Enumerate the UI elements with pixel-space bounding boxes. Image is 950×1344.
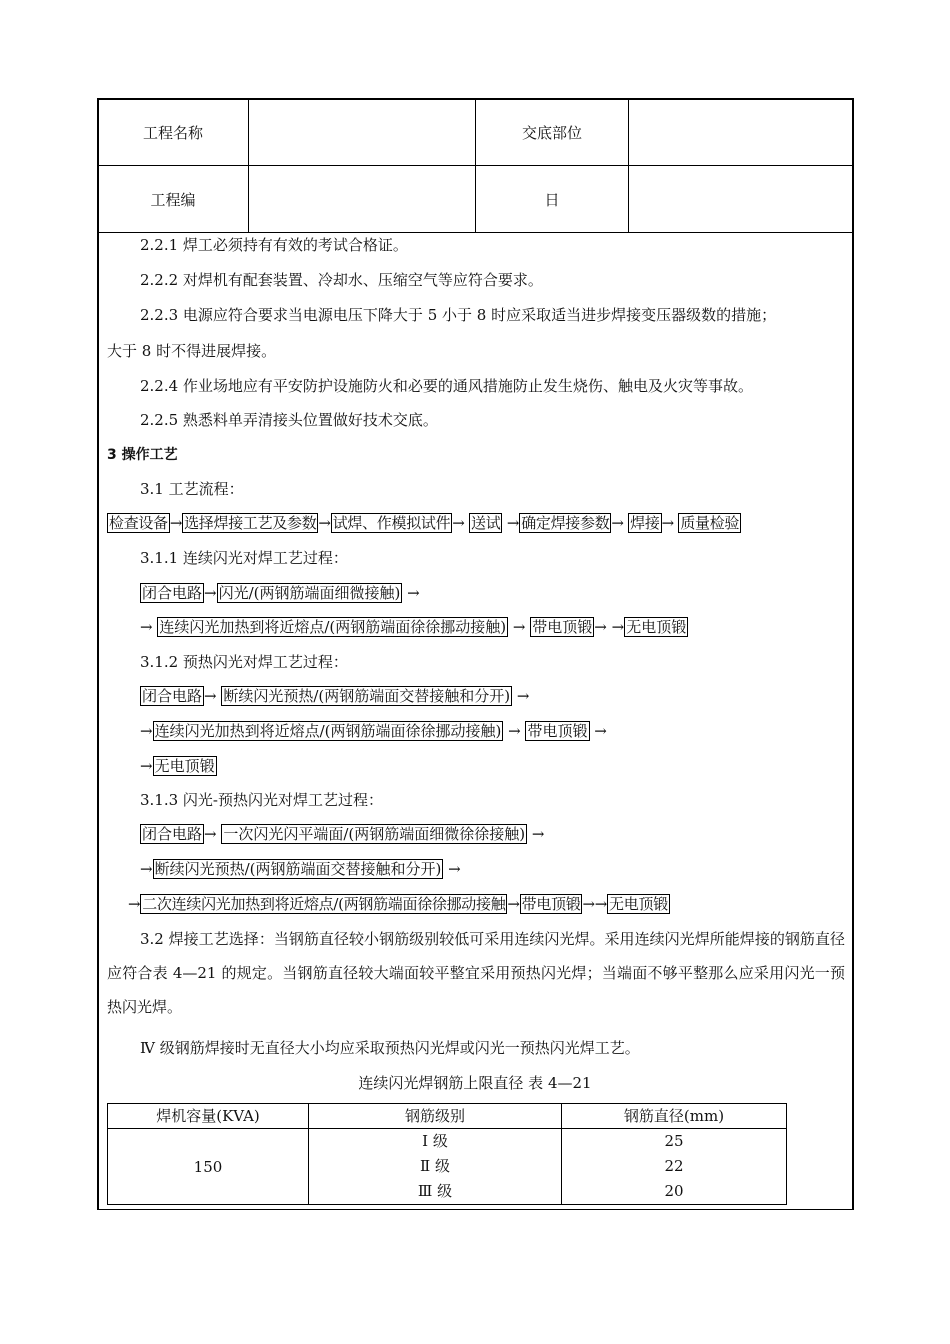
flow-3-1-3-row1 [140,824,545,844]
date-value[interactable] [629,166,854,233]
subsection-3-1: 3.1 工艺流程： [140,480,244,498]
arrow: → [582,895,595,913]
diameter-cell: 25 [562,1129,787,1155]
arrow: → [204,825,217,843]
para-2-2-1: 2.2.1 焊工必须持有有效的考试合格证。 [140,236,408,254]
section-3-title: 3 操作工艺 [107,447,178,463]
project-no-value[interactable] [249,166,476,233]
grade-cell: Ⅱ 级 [309,1154,562,1179]
position-label: 交底部位 [476,99,629,166]
step-continuous-heat: 连续闪光加热到将近熔点/(两钢筋端面徐徐挪动接触) [154,722,502,740]
arrow: → [611,618,625,636]
flow-step-7: 质量检验 [680,514,740,532]
diameter-cell: 22 [562,1154,787,1179]
project-no-label: 工程编 [98,166,249,233]
arrow: → [452,514,465,532]
flow-3-1-2-row2 [140,721,607,741]
step-dead-upset: 无电顶锻 [154,757,215,775]
step-close-circuit: 闭合电路 [142,687,203,705]
para-2-2-3-cont: 大于 8 时不得进展焊接。 [107,342,277,360]
arrow: → [508,722,521,740]
arrow: → [594,722,607,740]
step-dead-upset: 无电顶锻 [609,895,668,913]
flow-3-1-1-row2 [140,617,688,637]
para-2-2-5: 2.2.5 熟悉料单弄清接头位置做好技术交底。 [140,411,438,429]
step-live-upset: 带电顶锻 [527,722,588,740]
step-intermittent-preheat: 断续闪光预热/(两钢筋端面交替接触和分开) [223,687,511,705]
arrow: → [169,514,183,532]
flow-3-1-3-row2 [140,859,461,879]
flow-step-3: 试焊、作模拟试件 [332,514,451,532]
arrow: → [661,514,674,532]
subsection-3-1-3: 3.1.3 闪光-预热闪光对焊工艺过程： [140,791,384,809]
position-value[interactable] [629,99,854,166]
diameter-table [107,1103,787,1205]
arrow: → [507,895,520,913]
step-live-upset: 带电顶锻 [521,895,581,913]
col-header-grade: 钢筋级别 [309,1104,562,1129]
para-2-2-4: 2.2.4 作业场地应有平安防护设施防火和必要的通风措施防止发生烧伤、触电及火灾等事故。 [140,377,753,395]
process-flow [107,513,741,533]
capacity-cell: 150 [108,1129,309,1205]
project-name-value[interactable] [249,99,476,166]
flow-3-1-2-row1 [140,686,530,706]
header-table [97,98,854,233]
grade-cell: Ⅰ 级 [309,1129,562,1155]
arrow: → [516,687,530,705]
flow-step-5: 确定焊接参数 [521,514,610,532]
flow-step-2: 选择焊接工艺及参数 [184,514,317,532]
step-close-circuit: 闭合电路 [142,825,203,843]
grade-cell: Ⅲ 级 [309,1179,562,1205]
date-label: 日 [476,166,629,233]
para-grade-4: Ⅳ 级钢筋焊接时无直径大小均应采取预热闪光焊或闪光一预热闪光焊工艺。 [140,1039,640,1057]
arrow: → [204,584,217,602]
step-live-upset: 带电顶锻 [532,618,593,636]
arrow: → [140,618,153,636]
col-header-capacity: 焊机容量(KVA) [108,1104,309,1129]
para-3-2: 3.2 焊接工艺选择：当钢筋直径较小钢筋级别较低可采用连续闪光焊。采用连续闪光焊所能焊接的钢筋直径应符合表 4—21 的规定。当钢筋直径较大端面较平整宜采用预热闪光焊；当端面不够平整那么应采用闪光一预热闪光焊。 [107,930,845,1016]
arrow: → [506,514,520,532]
flow-3-1-1-row1 [140,583,420,603]
step-continuous-heat: 连续闪光加热到将近熔点/(两钢筋端面徐徐挪动接触) [159,618,507,636]
flow-step-6: 焊接 [630,514,660,532]
arrow: → [611,514,624,532]
arrow: → [594,618,607,636]
flow-3-1-2-row3 [140,756,217,776]
step-second-continuous-heat: 二次连续闪光加热到将近熔点/(两钢筋端面徐徐挪动接触 [142,895,506,913]
para-2-2-3: 2.2.3 电源应符合要求当电源电压下降大于 5 小于 8 时应采取适当进步焊接变压器级数的措施； [140,306,777,324]
arrow: → [128,895,141,913]
arrow: → [140,860,153,878]
table-caption: 连续闪光焊钢筋上限直径 表 4—21 [358,1074,592,1092]
step-flash: 闪光/(两钢筋端面细微接触) [218,584,401,602]
table-header-row [108,1104,787,1129]
flow-3-1-3-row3 [128,894,670,914]
arrow: → [531,825,545,843]
step-close-circuit: 闭合电路 [142,584,203,602]
arrow: → [512,618,526,636]
flow-step-1: 检查设备 [109,514,168,532]
subsection-3-1-1: 3.1.1 连续闪光对焊工艺过程： [140,549,348,567]
diameter-cell: 20 [562,1179,787,1205]
arrow: → [204,687,217,705]
step-intermittent-preheat: 断续闪光预热/(两钢筋端面交替接触和分开) [154,860,442,878]
subsection-3-1-2: 3.1.2 预热闪光对焊工艺过程： [140,653,348,671]
step-first-flash: 一次闪光闪平端面/(两钢筋端面细微徐徐接触) [223,825,526,843]
arrow: → [318,514,331,532]
arrow: → [594,895,608,913]
arrow: → [140,722,153,740]
flow-step-4: 送试 [471,514,501,532]
arrow: → [448,860,461,878]
arrow: → [407,584,420,602]
para-2-2-2: 2.2.2 对焊机有配套装置、冷却水、压缩空气等应符合要求。 [140,271,543,289]
step-dead-upset: 无电顶锻 [626,618,687,636]
project-name-label: 工程名称 [98,99,249,166]
table-row [108,1129,787,1155]
col-header-diameter: 钢筋直径(mm) [562,1104,787,1129]
arrow: → [140,757,153,775]
